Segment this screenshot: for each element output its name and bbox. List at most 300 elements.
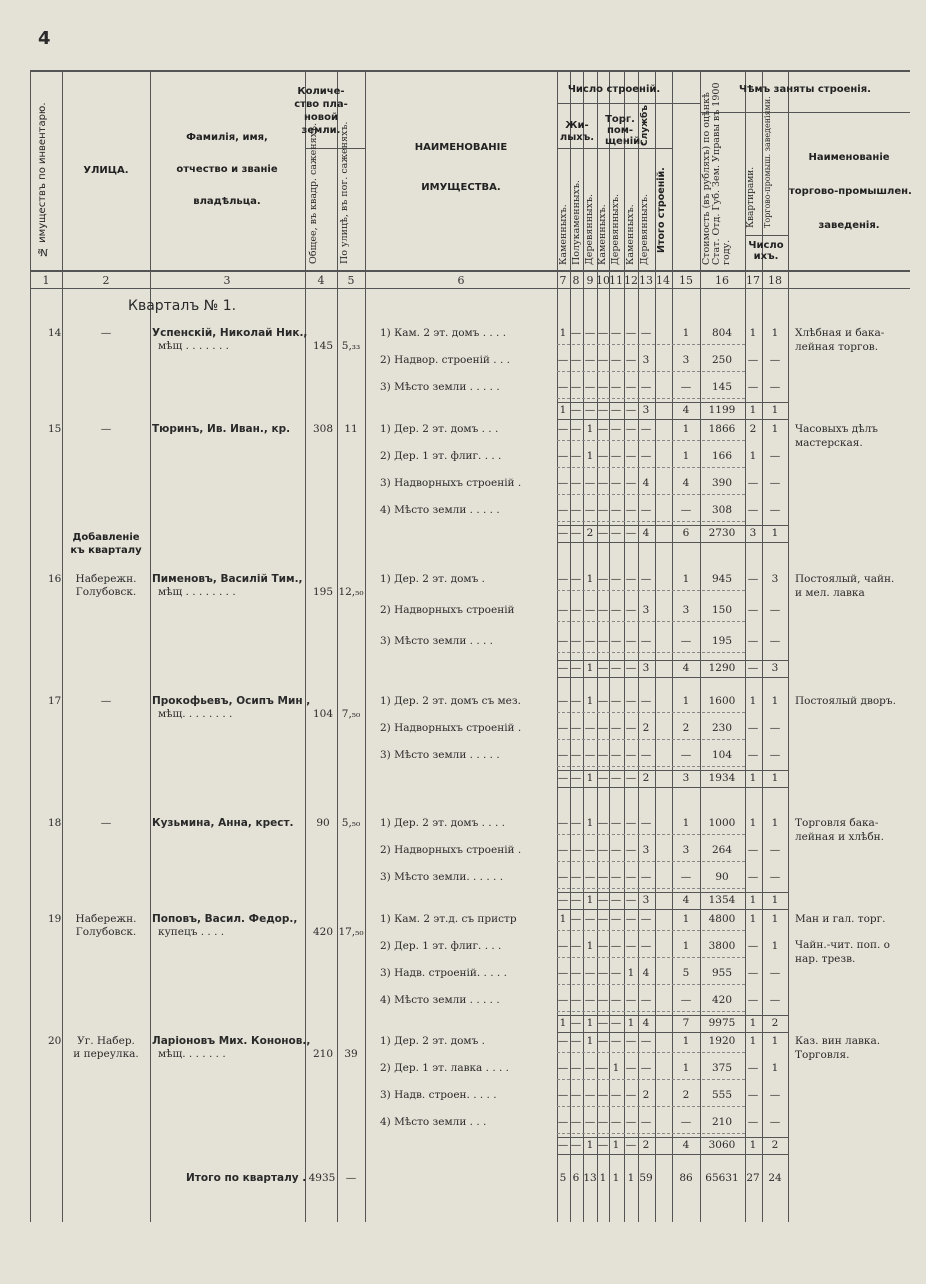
column-number: 5: [347, 274, 355, 287]
grand-total-label: Итого по кварталу .: [186, 1172, 307, 1184]
building-count: —: [570, 1116, 582, 1128]
subtotal-apt: 1: [749, 404, 757, 416]
building-count: —: [610, 695, 622, 707]
property-value: 555: [711, 1089, 733, 1101]
building-count: —: [570, 1089, 582, 1101]
entry-land-street: 11: [344, 423, 358, 435]
building-count: 1: [586, 817, 594, 829]
entry-land-total: 420: [312, 926, 334, 938]
building-count: 1: [682, 817, 690, 829]
building-count: —: [597, 749, 609, 761]
enterprise-name: Постоялый, чайн.: [795, 573, 895, 585]
subtotal-count: 4: [682, 662, 690, 674]
subtotal-count: 3: [642, 404, 650, 416]
entry-street: Голубовск.: [75, 926, 137, 938]
subtotal-count: —: [610, 772, 622, 784]
building-count: —: [640, 695, 652, 707]
building-count: 3: [682, 844, 690, 856]
header-street: УЛИЦА.: [83, 165, 129, 176]
building-count: —: [625, 749, 637, 761]
addition-label: Добавленіе: [72, 532, 140, 543]
trade-count: —: [769, 1089, 781, 1101]
subtotal-count: 6: [682, 527, 690, 539]
building-count: —: [597, 994, 609, 1006]
enterprise-name: лейная торгов.: [795, 341, 879, 353]
building-count: —: [625, 504, 637, 516]
entry-owner: Успенскій, Николай Ник.,: [152, 327, 308, 339]
property-value: 804: [711, 327, 733, 339]
subtotal-trade: 1: [771, 894, 779, 906]
building-count: —: [597, 604, 609, 616]
building-count: —: [610, 1089, 622, 1101]
header-property-line: ИМУЩЕСТВА.: [421, 182, 501, 193]
building-count: —: [557, 722, 569, 734]
building-count: —: [570, 940, 582, 952]
property-item: 2) Дер. 1 эт. флиг. . . .: [380, 940, 502, 952]
header-total-buildings: Итого строеній.: [656, 167, 667, 253]
header-land-group-line: земли.: [301, 125, 341, 136]
building-count: —: [557, 940, 569, 952]
property-item: 1) Дер. 2 эт. домъ .: [380, 1035, 485, 1047]
building-count: —: [625, 817, 637, 829]
column-number: 18: [768, 274, 782, 287]
apartment-count: —: [747, 1116, 759, 1128]
header-trade-line: Торг.: [605, 114, 635, 125]
header-type-stone: Каменныхъ.: [558, 204, 569, 265]
subtotal-under-rule: [557, 909, 788, 910]
trade-count: —: [769, 871, 781, 883]
apartment-count: —: [747, 1089, 759, 1101]
building-count: —: [570, 1062, 582, 1074]
property-item: 1) Кам. 2 эт. домъ . . . .: [380, 327, 507, 339]
trade-count: —: [769, 1116, 781, 1128]
header-type-stone: Каменныхъ.: [625, 204, 636, 265]
property-value: 264: [711, 844, 733, 856]
subtotal-value: 1354: [708, 894, 736, 906]
header-trade-line: пом-: [606, 125, 634, 136]
entry-land-street: 5,₅₀: [341, 817, 361, 829]
subtotal-count: —: [625, 404, 637, 416]
header-apartments: Квартирами.: [746, 166, 756, 228]
subtotal-apt: 1: [749, 1139, 757, 1151]
column-number: 7: [559, 274, 567, 287]
trade-count: —: [769, 604, 781, 616]
header-col1: № имуществъ по инвентарю.: [37, 102, 48, 258]
entry-street: —: [100, 423, 112, 435]
building-count: 1: [586, 423, 594, 435]
building-count: 1: [682, 1062, 690, 1074]
property-item: 2) Надворныхъ строеній: [380, 604, 515, 616]
building-count: —: [597, 817, 609, 829]
subtotal-count: —: [597, 894, 609, 906]
building-count: —: [557, 1062, 569, 1074]
apartment-count: 1: [749, 817, 757, 829]
grand-building-count: 13: [583, 1172, 597, 1184]
grand-value: 65631: [705, 1172, 739, 1184]
subtotal-rule: [557, 770, 788, 771]
header-owner-line: отчество и званіе: [176, 164, 278, 175]
building-count: —: [625, 844, 637, 856]
subtotal-rule: [557, 402, 788, 403]
building-count: —: [625, 327, 637, 339]
entry-land-total: 104: [312, 708, 334, 720]
building-count: —: [597, 695, 609, 707]
item-dotted-rule: [557, 494, 745, 495]
column-number: 10: [596, 274, 610, 287]
enterprise-name: Хлѣбная и бака-: [795, 327, 885, 339]
building-count: —: [570, 695, 582, 707]
item-dotted-rule: [557, 1052, 745, 1053]
apartment-count: —: [747, 749, 759, 761]
building-count: —: [557, 423, 569, 435]
building-count: —: [610, 940, 622, 952]
entry-street: —: [100, 695, 112, 707]
building-count: —: [584, 354, 596, 366]
building-count: 5: [682, 967, 690, 979]
grand-building-count: 1: [612, 1172, 620, 1184]
property-value: 420: [711, 994, 733, 1006]
header-enterprise-line: Наименованіе: [808, 152, 890, 163]
column-number: 15: [679, 274, 693, 287]
property-value: 955: [711, 967, 733, 979]
subtotal-apt: 1: [749, 772, 757, 784]
trade-count: —: [769, 749, 781, 761]
building-count: —: [640, 994, 652, 1006]
building-count: —: [584, 871, 596, 883]
entry-street: Набережн.: [75, 573, 137, 585]
property-item: 3) Мѣсто земли. . . . . .: [380, 871, 504, 883]
item-dotted-rule: [557, 1011, 745, 1012]
building-count: —: [597, 871, 609, 883]
building-count: —: [625, 871, 637, 883]
item-dotted-rule: [557, 621, 745, 622]
subtotal-count: 3: [642, 894, 650, 906]
building-count: —: [625, 635, 637, 647]
header-land-group-line: Количе-: [297, 86, 345, 97]
building-count: —: [610, 354, 622, 366]
subtotal-under-rule: [557, 419, 788, 420]
building-count: 1: [682, 573, 690, 585]
building-count: 1: [586, 1035, 594, 1047]
building-count: —: [584, 749, 596, 761]
building-count: —: [680, 504, 692, 516]
subtotal-count: —: [625, 894, 637, 906]
building-count: —: [625, 695, 637, 707]
building-count: 1: [682, 423, 690, 435]
entry-street: Голубовск.: [75, 586, 137, 598]
entry-owner-title: мѣщ . . . . . . .: [158, 340, 229, 352]
subtotal-count: —: [584, 404, 596, 416]
entry-land-total: 210: [312, 1048, 334, 1060]
building-count: —: [640, 504, 652, 516]
building-count: —: [557, 967, 569, 979]
entry-land-total: 145: [312, 340, 334, 352]
building-count: —: [597, 573, 609, 585]
trade-count: —: [769, 844, 781, 856]
header-bottom-rule: [30, 270, 910, 272]
subtotal-count: —: [570, 1139, 582, 1151]
building-count: 3: [682, 604, 690, 616]
item-dotted-rule: [557, 398, 745, 399]
building-count: —: [597, 1062, 609, 1074]
entry-owner: Кузьмина, Анна, крест.: [152, 817, 294, 829]
entry-land-street: 17,₅₀: [338, 926, 364, 938]
building-count: —: [570, 604, 582, 616]
subtotal-count: 1: [586, 1139, 594, 1151]
building-count: —: [570, 423, 582, 435]
property-value: 390: [711, 477, 733, 489]
building-count: 1: [627, 967, 635, 979]
entry-street: —: [100, 817, 112, 829]
trade-count: 1: [771, 1062, 779, 1074]
property-item: 3) Мѣсто земли . . . .: [380, 635, 494, 647]
subtotal-count: —: [625, 1139, 637, 1151]
building-count: —: [625, 913, 637, 925]
building-count: —: [597, 1089, 609, 1101]
header-land-street: По улицѣ, въ пог. саженяхъ.: [339, 121, 350, 264]
building-count: 1: [682, 913, 690, 925]
property-value: 375: [711, 1062, 733, 1074]
subtotal-count: 1: [612, 1139, 620, 1151]
column-number: 14: [656, 274, 670, 287]
header-type-stone: Каменныхъ.: [597, 204, 608, 265]
property-value: 1920: [708, 1035, 736, 1047]
building-count: 4: [642, 967, 650, 979]
trade-count: 1: [771, 327, 779, 339]
building-count: —: [557, 817, 569, 829]
apartment-count: —: [747, 604, 759, 616]
header-value: Стоимость (въ рубляхъ) по оцѣнкѣ Стат. Отд. Губ. Зем. Управы въ 1900 году.: [701, 82, 732, 265]
apartment-count: —: [747, 354, 759, 366]
enterprise-name: Часовыхъ дѣлъ: [795, 423, 878, 435]
subtotal-count: 3: [642, 662, 650, 674]
item-dotted-rule: [557, 861, 745, 862]
entry-owner-title: мѣщ. . . . . . . .: [158, 708, 233, 720]
building-count: —: [625, 423, 637, 435]
building-count: —: [597, 327, 609, 339]
building-count: —: [584, 477, 596, 489]
enterprise-name: нар. трезв.: [795, 953, 856, 965]
subtotal-count: 1: [627, 1017, 635, 1029]
addition-label: къ кварталу: [70, 545, 142, 556]
property-item: 2) Надворныхъ строеній .: [380, 844, 522, 856]
apartment-count: —: [747, 477, 759, 489]
entry-owner: Тюринъ, Ив. Иван., кр.: [152, 423, 291, 435]
building-count: —: [610, 381, 622, 393]
building-count: —: [597, 504, 609, 516]
entry-number: 18: [48, 817, 62, 829]
building-count: —: [597, 423, 609, 435]
building-count: 2: [642, 1089, 650, 1101]
trade-count: 1: [771, 940, 779, 952]
subtotal-count: —: [597, 662, 609, 674]
subtotal-count: —: [597, 772, 609, 784]
apartment-count: —: [747, 940, 759, 952]
building-count: —: [610, 450, 622, 462]
building-count: 1: [682, 450, 690, 462]
building-count: —: [680, 381, 692, 393]
apartment-count: 2: [749, 423, 757, 435]
column-number: 11: [609, 274, 623, 287]
building-count: —: [557, 381, 569, 393]
property-item: 1) Дер. 2 эт. домъ . . .: [380, 423, 499, 435]
trade-count: —: [769, 722, 781, 734]
building-count: —: [557, 1035, 569, 1047]
building-count: —: [557, 844, 569, 856]
item-dotted-rule: [557, 590, 745, 591]
building-count: 1: [682, 695, 690, 707]
building-count: —: [584, 722, 596, 734]
subtotal-count: —: [557, 894, 569, 906]
header-buildings-group: Число строеній.: [567, 84, 661, 95]
apartment-count: 1: [749, 327, 757, 339]
building-count: —: [640, 573, 652, 585]
apartment-count: —: [747, 722, 759, 734]
building-count: —: [570, 504, 582, 516]
building-count: —: [640, 1062, 652, 1074]
building-count: —: [597, 844, 609, 856]
subtotal-count: —: [625, 772, 637, 784]
building-count: 1: [612, 1062, 620, 1074]
property-value: 195: [711, 635, 733, 647]
apartment-count: —: [747, 871, 759, 883]
header-type-wooden: Деревянныхъ.: [584, 193, 595, 265]
column-number: 13: [639, 274, 653, 287]
entry-owner: Прокофьевъ, Осипъ Мин ,: [152, 695, 311, 707]
building-count: 1: [586, 695, 594, 707]
column-number: 17: [746, 274, 760, 287]
building-count: 2: [682, 1089, 690, 1101]
entry-owner: Ларіоновъ Мих. Кононов.,: [152, 1035, 311, 1047]
apartment-count: —: [747, 635, 759, 647]
building-count: —: [557, 871, 569, 883]
building-count: —: [625, 354, 637, 366]
building-count: —: [625, 381, 637, 393]
subtotal-under-rule: [557, 542, 788, 543]
subtotal-rule: [557, 892, 788, 893]
subtotal-value: 1290: [708, 662, 736, 674]
entry-land-total: 90: [316, 817, 330, 829]
subtotal-value: 2730: [708, 527, 736, 539]
entry-street: Набережн.: [75, 913, 137, 925]
building-count: —: [597, 940, 609, 952]
building-count: —: [625, 1089, 637, 1101]
subtotal-count: 1: [586, 1017, 594, 1029]
subtotal-trade: 1: [771, 404, 779, 416]
item-dotted-rule: [557, 344, 745, 345]
building-count: —: [557, 354, 569, 366]
property-value: 308: [711, 504, 733, 516]
table-top-border: [30, 70, 910, 72]
subtotal-value: 1934: [708, 772, 736, 784]
entry-street: и переулка.: [73, 1048, 139, 1060]
building-count: —: [597, 913, 609, 925]
building-count: —: [680, 1116, 692, 1128]
building-count: —: [610, 327, 622, 339]
building-count: 1: [682, 327, 690, 339]
enterprise-name: Ман и гал. торг.: [795, 913, 886, 925]
subtotal-value: 3060: [708, 1139, 736, 1151]
trade-count: —: [769, 994, 781, 1006]
column-rule-18: [788, 70, 789, 1222]
item-dotted-rule: [557, 834, 745, 835]
property-item: 1) Кам. 2 эт.д. съ пристр: [380, 913, 517, 925]
building-count: —: [570, 381, 582, 393]
grand-land-total: 4935: [308, 1172, 336, 1184]
subtotal-value: 9975: [708, 1017, 736, 1029]
building-count: —: [640, 1116, 652, 1128]
header-number-word: ихъ.: [753, 251, 779, 262]
building-count: —: [557, 695, 569, 707]
subtotal-count: 4: [642, 1017, 650, 1029]
header-land-total: Общее, въ квадр. саженяхъ.: [308, 122, 319, 264]
header-owner-line: Фамилія, имя,: [186, 132, 268, 143]
column-rule-1: [62, 70, 63, 1222]
page-number: 4: [38, 28, 51, 49]
entry-land-total: 308: [312, 423, 334, 435]
grand-building-count: 59: [639, 1172, 653, 1184]
building-count: —: [610, 604, 622, 616]
apartment-count: —: [747, 504, 759, 516]
property-item: 3) Надв. строеній. . . . .: [380, 967, 507, 979]
subtotal-count: —: [570, 772, 582, 784]
grand-building-count: 86: [679, 1172, 693, 1184]
building-count: —: [610, 844, 622, 856]
subtotal-count: 4: [642, 527, 650, 539]
building-count: 1: [586, 450, 594, 462]
trade-count: 3: [771, 573, 779, 585]
building-count: —: [584, 381, 596, 393]
building-count: —: [610, 913, 622, 925]
building-count: —: [570, 1035, 582, 1047]
subtotal-apt: 3: [749, 527, 757, 539]
grand-building-count: 6: [572, 1172, 580, 1184]
numbers-row-rule: [30, 288, 910, 289]
column-rule-14: [672, 70, 673, 1222]
item-dotted-rule: [557, 467, 745, 468]
building-count: —: [570, 967, 582, 979]
property-item: 3) Мѣсто земли . . . . .: [380, 381, 500, 393]
building-count: —: [557, 749, 569, 761]
enterprise-name: Каз. вин лавка.: [795, 1035, 881, 1047]
column-rule-3: [305, 70, 306, 1222]
building-count: —: [584, 967, 596, 979]
header-number-word: Число: [748, 240, 784, 251]
building-count: —: [610, 504, 622, 516]
subtotal-count: —: [610, 894, 622, 906]
subtotal-count: 1: [586, 772, 594, 784]
subtotal-count: —: [557, 772, 569, 784]
building-count: —: [680, 635, 692, 647]
property-item: 3) Надворныхъ строеній .: [380, 477, 522, 489]
column-number: 2: [102, 274, 110, 287]
entry-number: 20: [48, 1035, 62, 1047]
trade-count: —: [769, 504, 781, 516]
trade-count: 1: [771, 423, 779, 435]
entry-owner: Пименовъ, Василій Тим.,: [152, 573, 303, 585]
subtotal-count: —: [625, 662, 637, 674]
entry-owner-title: купецъ . . . .: [158, 926, 225, 938]
property-item: 4) Мѣсто земли . . .: [380, 1116, 487, 1128]
subtotal-under-rule: [557, 677, 788, 678]
building-count: —: [640, 817, 652, 829]
trade-count: 1: [771, 817, 779, 829]
types-rule: [557, 148, 672, 149]
subtotal-under-rule: [557, 787, 788, 788]
column-number: 6: [457, 274, 465, 287]
header-service: Службъ: [640, 104, 650, 146]
building-count: —: [570, 327, 582, 339]
